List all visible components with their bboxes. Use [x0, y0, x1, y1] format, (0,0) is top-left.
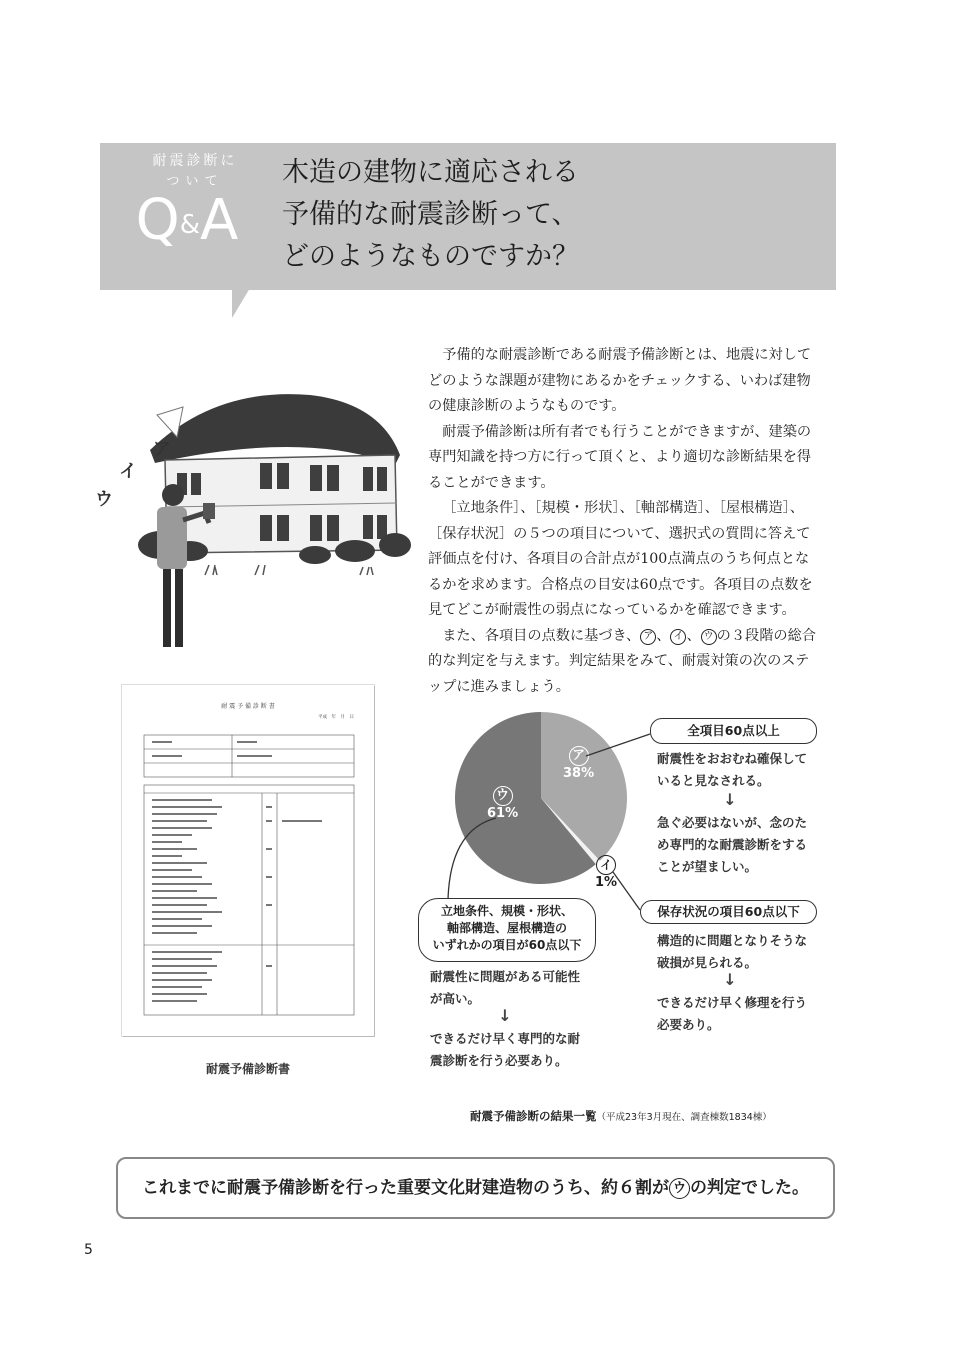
callout-i-pill: 保存状況の項目60点以下 [640, 900, 817, 924]
callout-u-next: できるだけ早く専門的な耐 震診断を行う必要あり。 [430, 1031, 581, 1068]
callout-a-note: 耐震性をおおむね確保して いると見なされる。 [657, 751, 808, 788]
label-i: イ [119, 461, 137, 482]
circled-i: イ [670, 629, 686, 645]
paragraph-2: 耐震予備診断は所有者でも行うことができますが、建築の専門知識を持つ方に行って頂くと、より適切な診断結果を得ることができます。 [428, 423, 812, 491]
callout-i-note: 構造的に問題となりそうな 破損が見られる。 [657, 933, 808, 970]
form-caption: 耐震予備診断書 [205, 1062, 290, 1076]
chart-caption: 耐震予備診断の結果一覧（平成23年3月現在、調査棟数1834棟） [470, 1109, 772, 1123]
qa-logo: Q&A [135, 188, 239, 253]
circled-u: ウ [701, 629, 717, 645]
house-inspection-illustration [95, 375, 415, 665]
arrow-down-icon: ↓ [723, 790, 737, 809]
arrow-down-icon: ↓ [498, 1006, 512, 1025]
arrow-down-icon: ↓ [723, 970, 737, 989]
paragraph-1: 予備的な耐震診断である耐震予備診断とは、地震に対してどのような課題が建物にあるかをチェックする、いわば建物の健康診断のようなものです。 [428, 347, 812, 414]
paragraph-4: また、各項目の点数に基づき、 ア 、 イ 、 ウ の３段階の総合的な判定を与えます。判定結果をみて、耐震対策の次のステップに進みましょう。 [428, 627, 816, 695]
pie-label-i: イ 1% [595, 855, 617, 890]
speech-bubble-tail [232, 288, 250, 318]
callout-i-next: できるだけ早く修理を行う 必要あり。 [657, 995, 808, 1032]
pie-label-a: ア 38% [563, 748, 595, 781]
qa-badge-line1: 耐震診断に [152, 153, 238, 169]
form-title: 耐 震 予 備 診 断 書 [221, 703, 275, 710]
title-line-1: 木造の建物に適応される [282, 157, 579, 188]
title-line-2: 予備的な耐震診断って、 [282, 199, 579, 230]
label-a: ア [153, 439, 171, 460]
qa-badge-line2: ついて [166, 174, 224, 189]
circled-a: ア [640, 629, 656, 645]
page-title [282, 152, 579, 278]
summary-box: これまでに耐震予備診断を行った重要文化財建造物のうち、約６割が ウ の判定でした。 [116, 1157, 835, 1219]
callout-a-next: 急ぐ必要はないが、念のた め専門的な耐震診断をする ことが望ましい。 [657, 815, 808, 874]
callout-a-pill: 全項目60点以上 [650, 718, 817, 744]
diagnosis-form-image [122, 685, 374, 1036]
paragraph-3: ［立地条件］、［規模・形状］、［軸部構造］、［屋根構造］、［保存状況］の５つの項目について、選択式の質問に答えて評価点を付け、各項目の合計点が100点満点のうち何点となるかを求めます。合格点の目安は60点です。各項目の点数を見てどこが耐震性の弱点になっているかを確認できます。 [428, 500, 813, 618]
callout-u-note: 耐震性に問題がある可能性 が高い。 [430, 969, 581, 1006]
circled-u-summary: ウ [669, 1178, 690, 1199]
callout-u-pill: 立地条件、規模・形状、 軸部構造、屋根構造の いずれかの項目が60点以下 [418, 898, 596, 962]
form-date: 平成 年 月 日 [318, 715, 354, 720]
body-text [428, 343, 818, 700]
pie-label-u: ウ 61% [487, 788, 519, 821]
title-line-3: どのようなものですか？ [282, 241, 579, 272]
label-u: ウ [95, 489, 113, 510]
page-number: 5 [84, 1242, 93, 1258]
